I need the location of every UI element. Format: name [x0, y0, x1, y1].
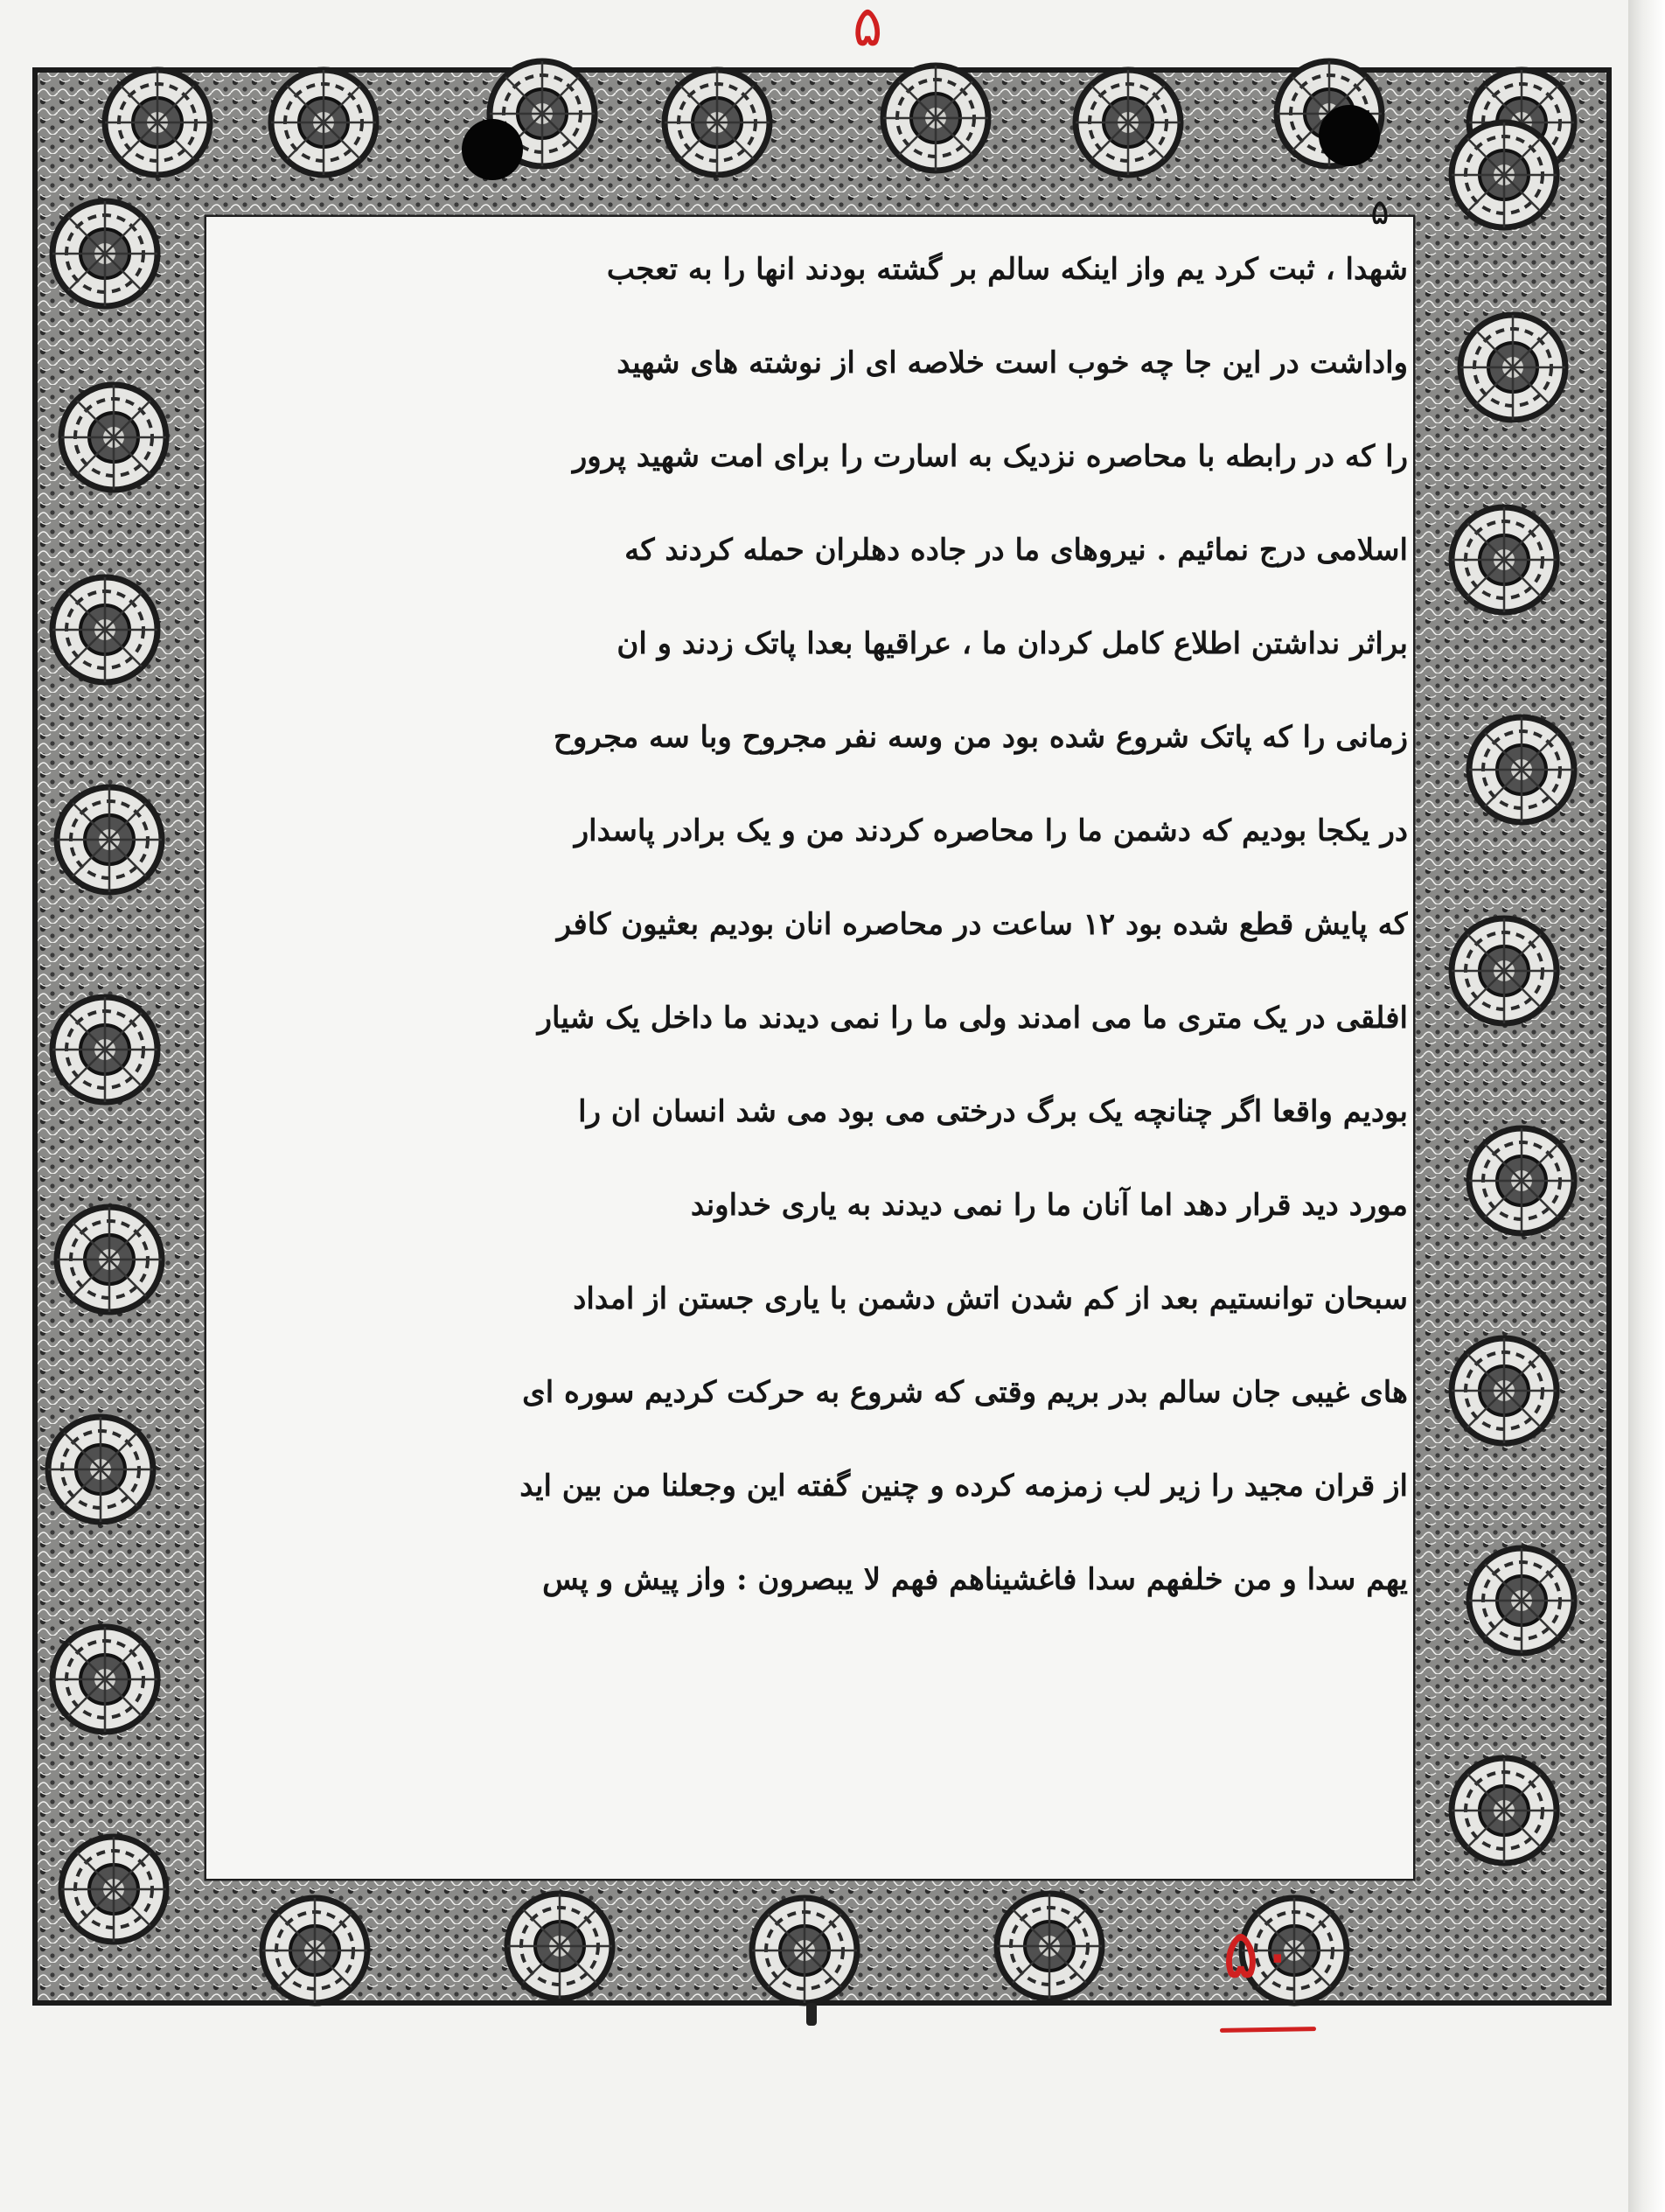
body-text: [219, 223, 1408, 1627]
text-line: مورد دید قرار دهد اما آنان ما را نمی دیدند به یاری خداوند: [690, 1188, 1408, 1223]
text-line: شهدا ، ثبت کرد یم واز اینکه سالم بر گشته بودند انها را به تعجب: [606, 252, 1408, 287]
page-number-bottom: ۵۰: [1223, 1915, 1296, 1994]
text-line: اسلامی درج نمائیم . نیروهای ما در جاده دهلران حمله کردند که: [624, 533, 1408, 568]
punch-hole: [462, 119, 523, 180]
text-line: از قران مجید را زیر لب زمزمه کرده و چنین گفته این وجعلنا من بین اید: [519, 1469, 1408, 1504]
text-line: افلقی در یک متری ما می امدند ولی ما را نمی دیدند ما داخل یک شیار: [537, 1001, 1408, 1036]
page-number-frame: ۵: [1370, 192, 1390, 233]
text-line: زمانی را که پاتک شروع شده بود من وسه نفر مجروح وبا سه مجروح: [553, 720, 1408, 755]
text-line: یهم سدا و من خلفهم سدا فاغشیناهم فهم لا یبصرون : واز پیش و پس: [542, 1562, 1408, 1597]
text-line: براثر نداشتن اطلاع کامل کردان ما ، عراقیها بعدا پاتک زدند و ان: [617, 626, 1408, 661]
text-line: بودیم واقعا اگر چنانچه یک برگ درختی می بود می شد انسان ان را: [578, 1094, 1408, 1129]
text-line: را که در رابطه با محاصره نزدیک به اسارت را برای امت شهید پرور: [572, 439, 1408, 474]
ink-mark: [806, 2003, 817, 2026]
text-line: که پایش قطع شده بود ۱۲ ساعت در محاصره انان بودیم بعثیون کافر: [556, 907, 1408, 942]
punch-hole: [1319, 105, 1380, 166]
text-line: سبحان توانستیم بعد از کم شدن اتش دشمن با یاری جستن از امداد: [573, 1281, 1408, 1316]
page-number-top: ۵: [853, 0, 883, 59]
scan-edge: [1628, 0, 1665, 2212]
text-line: واداشت در این جا چه خوب است خلاصه ای از نوشته های شهید: [617, 345, 1408, 380]
text-line: های غیبی جان سالم بدر بریم وقتی که شروع به حرکت کردیم سوره ای: [522, 1375, 1408, 1410]
text-line: در یکجا بودیم که دشمن ما را محاصره کردند من و یک برادر پاسدار: [574, 813, 1408, 848]
